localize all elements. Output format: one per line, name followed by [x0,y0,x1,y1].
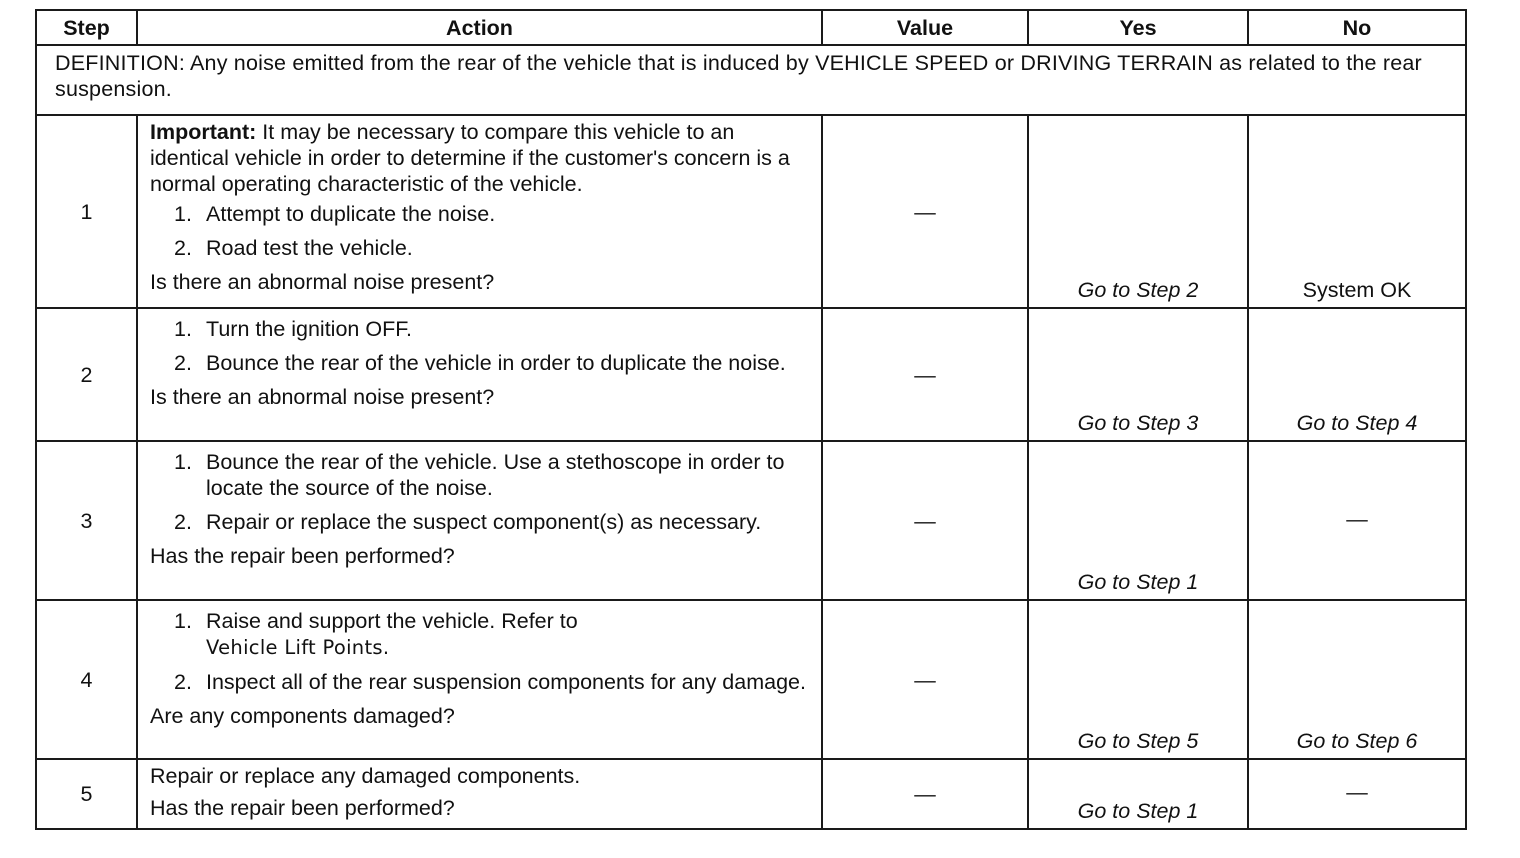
yes-goto-text: Go to Step 2 [1077,278,1199,302]
list-item-text: Inspect all of the rear suspension components for any damage. [206,670,806,694]
question-text: Is there an abnormal noise present? [150,270,495,294]
list-item [174,669,813,695]
question-text: Is there an abnormal noise present? [150,385,495,409]
step-number: 5 [36,759,137,829]
list-item-text: Turn the ignition OFF. [206,317,412,341]
no-cell [1248,115,1466,308]
yes-cell [1028,308,1248,441]
no-goto-text: Go to Step 6 [1296,729,1418,753]
yes-goto-text: Go to Step 1 [1077,570,1199,594]
list-item-text: Bounce the rear of the vehicle in order to duplicate the noise. [206,351,786,375]
no-result-text: System OK [1302,278,1412,302]
list-item [174,449,813,501]
header-value: Value [822,10,1028,45]
step-number: 2 [36,308,137,441]
yes-cell [1028,600,1248,759]
list-item [174,201,813,227]
question-text: Has the repair been performed? [150,796,455,820]
value-cell: — [822,115,1028,308]
action-cell [137,441,822,600]
yes-goto-text: Go to Step 3 [1077,411,1199,435]
yes-cell [1028,759,1248,829]
action-list [150,449,813,535]
yes-cell [1028,115,1248,308]
action-list [150,316,813,376]
list-item-number: 1. [174,317,192,341]
header-row [36,10,1466,45]
lift-points-reference[interactable]: Vehicle Lift Points. [206,636,390,659]
no-cell [1248,600,1466,759]
question-text: Has the repair been performed? [150,544,455,568]
action-cell [137,759,822,829]
important-text: It may be necessary to compare this vehicle to an identical vehicle in order to determine if the customer's concern is a normal operating characteristic of the vehicle. [150,120,790,196]
list-item [174,316,813,342]
important-note [150,119,813,197]
important-label: Important: [150,120,257,144]
no-cell [1248,308,1466,441]
yes-cell [1028,441,1248,600]
action-cell [137,600,822,759]
yes-goto-text: Go to Step 5 [1077,729,1199,753]
header-action: Action [137,10,822,45]
list-item-text: Raise and support the vehicle. Refer to [206,609,578,633]
action-list [150,608,813,695]
list-item [174,608,813,661]
list-item-number: 2. [174,510,192,534]
list-item-text: Repair or replace the suspect component(s) as necessary. [206,510,762,534]
list-item-text: Attempt to duplicate the noise. [206,202,496,226]
value-cell: — [822,308,1028,441]
action-list [150,201,813,261]
step-number: 1 [36,115,137,308]
list-item [174,350,813,376]
list-item-number: 1. [174,609,192,633]
value-cell: — [822,600,1028,759]
list-item-number: 2. [174,236,192,260]
header-yes: Yes [1028,10,1248,45]
list-item-number: 1. [174,202,192,226]
list-item-number: 2. [174,351,192,375]
action-cell [137,115,822,308]
value-cell: — [822,441,1028,600]
definition-text: DEFINITION: Any noise emitted from the rear of the vehicle that is induced by VEHICLE SPEED or DRIVING TERRAIN as related to the rear suspension. [36,45,1466,115]
list-item [174,509,813,535]
action-cell [137,308,822,441]
no-cell: — [1248,759,1466,829]
list-item-number: 1. [174,450,192,474]
diagnostic-table [35,9,1467,830]
definition-row [36,45,1466,115]
list-item-text: Bounce the rear of the vehicle. Use a stethoscope in order to locate the source of the noise. [206,450,785,500]
table-row [36,600,1466,759]
header-step: Step [36,10,137,45]
table-row [36,308,1466,441]
step-number: 4 [36,600,137,759]
table-row [36,441,1466,600]
action-text: Repair or replace any damaged components. [150,764,581,788]
list-item-text: Road test the vehicle. [206,236,413,260]
list-item [174,235,813,261]
list-item-number: 2. [174,670,192,694]
value-cell: — [822,759,1028,829]
no-goto-text: Go to Step 4 [1296,411,1418,435]
no-cell: — [1248,441,1466,600]
question-text: Are any components damaged? [150,704,455,728]
table-row [36,115,1466,308]
header-no: No [1248,10,1466,45]
table-row [36,759,1466,829]
step-number: 3 [36,441,137,600]
yes-goto-text: Go to Step 1 [1077,799,1199,823]
